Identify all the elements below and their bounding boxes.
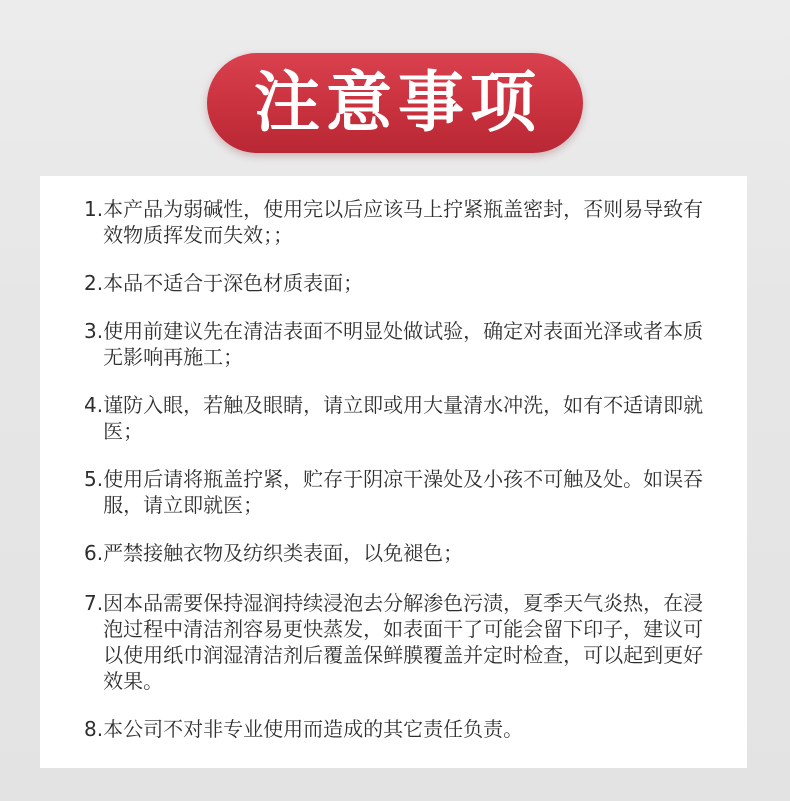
note-text: 严禁接触衣物及纺织类表面，以免褪色； <box>103 541 464 565</box>
notes-card <box>40 176 747 768</box>
note-item-3 <box>84 318 720 370</box>
title-banner <box>207 53 583 153</box>
note-item-2 <box>84 270 720 296</box>
note-number: 6. <box>84 541 104 565</box>
note-number: 4. <box>84 393 104 417</box>
note-item-5 <box>84 466 720 518</box>
page-title: 注意事项 <box>254 64 542 141</box>
note-text: 因本品需要保持湿润持续浸泡去分解渗色污渍，夏季天气炎热，在浸泡过程中清洁剂容易更快蒸发，如表面干了可能会留下印子，建议可以使用纸巾润湿清洁剂后覆盖保鲜膜覆盖并定时检查，可以起到更好效果。 <box>103 591 704 693</box>
note-number: 8. <box>84 717 104 741</box>
note-text: 本公司不对非专业使用而造成的其它责任负责。 <box>103 717 524 741</box>
notes-list <box>84 196 720 764</box>
note-text: 使用前建议先在清洁表面不明显处做试验，确定对表面光泽或者本质无影响再施工； <box>103 319 704 369</box>
note-number: 3. <box>84 319 104 343</box>
note-item-8 <box>84 716 720 742</box>
note-text: 谨防入眼，若触及眼睛，请立即或用大量清水冲洗，如有不适请即就医； <box>103 393 704 443</box>
note-text: 本产品为弱碱性，使用完以后应该马上拧紧瓶盖密封，否则易导致有效物质挥发而失效；； <box>103 197 704 247</box>
note-item-6 <box>84 540 720 566</box>
note-item-7 <box>84 590 720 694</box>
note-number: 7. <box>84 591 104 615</box>
note-item-1 <box>84 196 720 248</box>
note-number: 5. <box>84 467 104 491</box>
note-number: 2. <box>84 271 104 295</box>
note-text: 本品不适合于深色材质表面； <box>103 271 364 295</box>
note-text: 使用后请将瓶盖拧紧，贮存于阴凉干澡处及小孩不可触及处。如误吞服，请立即就医； <box>103 467 704 517</box>
note-number: 1. <box>84 197 104 221</box>
note-item-4 <box>84 392 720 444</box>
